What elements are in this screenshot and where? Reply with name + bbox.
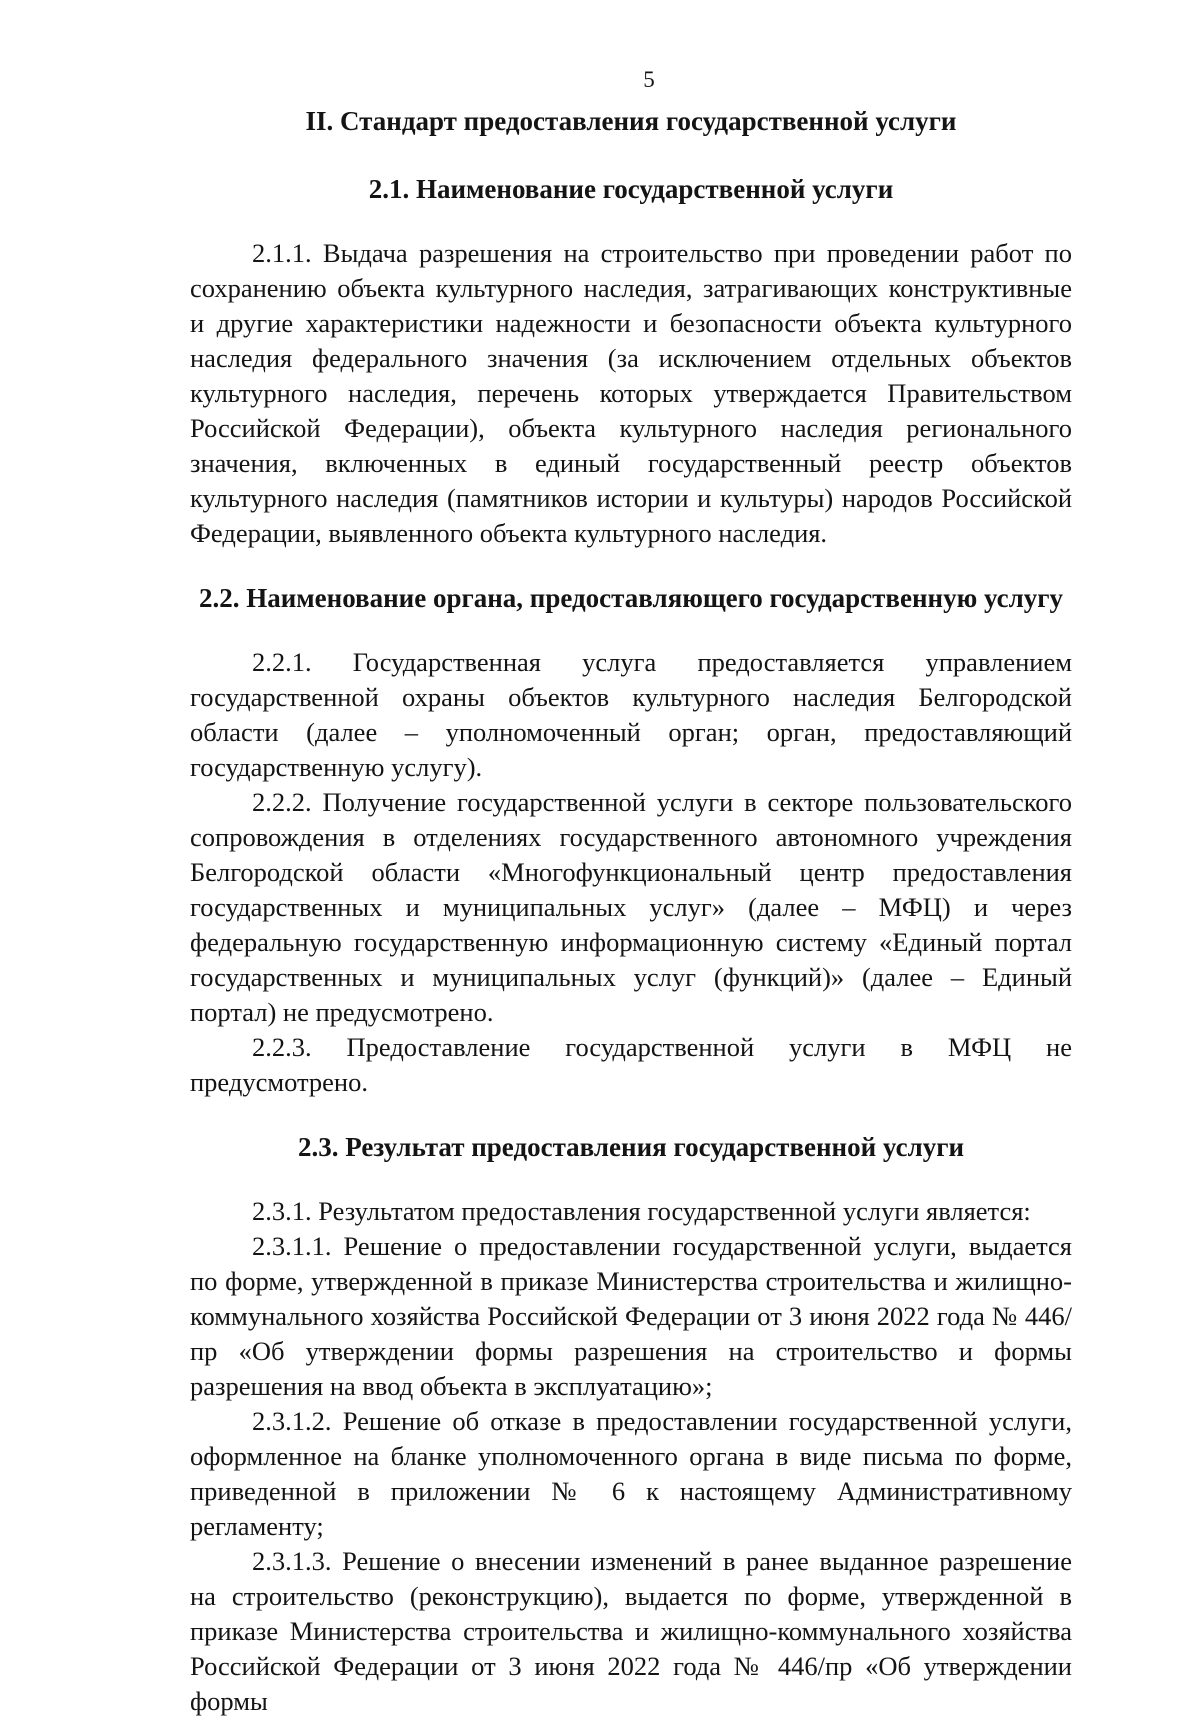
section-2-1 — [190, 172, 1072, 551]
section-2-2 — [190, 581, 1072, 1100]
section-heading: 2.3. Результат предоставления государственной услуги — [297, 1132, 965, 1162]
paragraph: 2.2.1. Государственная услуга предоставляется управлением государственной охраны объектов культурного наследия Белгородской области (далее – уполномоченный орган; орган, предоставляющий государственную услугу). — [190, 647, 1072, 782]
section-heading: 2.2. Наименование органа, предоставляющего государственную услугу — [198, 583, 1064, 613]
paragraph: 2.3.1.1. Решение о предоставлении государственной услуги, выдается по форме, утвержденной в приказе Министерства строительства и жилищно-коммунального хозяйства Российской Федерации от 3 июня 2022 года № 446/пр «Об утверждении формы разрешения на строительство и формы разрешения на ввод объекта в эксплуатацию»; — [190, 1231, 1072, 1401]
section-2-3 — [190, 1130, 1072, 1719]
paragraph: 2.3.1.2. Решение об отказе в предоставлении государственной услуги, оформленное на бланке уполномоченного органа в виде письма по форме, приведенной в приложении № 6 к настоящему Административному регламенту; — [190, 1406, 1072, 1541]
paragraph: 2.2.2. Получение государственной услуги в секторе пользовательского сопровождения в отделениях государственного автономного учреждения Белгородской области «Многофункциональный центр предоставления государственных и муниципальных услуг» (далее – МФЦ) и через федеральную государственную информационную систему «Единый портал государственных и муниципальных услуг (функций)» (далее – Единый портал) не предусмотрено. — [190, 787, 1072, 1027]
paragraph: 2.3.1.3. Решение о внесении изменений в ранее выданное разрешение на строительство (реконструкцию), выдается по форме, утвержденной в приказе Министерства строительства и жилищно-коммунального хозяйства Российской Федерации от 3 июня 2022 года № 446/пр «Об утверждении формы — [190, 1546, 1072, 1716]
paragraph: 2.3.1. Результатом предоставления государственной услуги является: — [252, 1196, 1031, 1226]
paragraph: 2.2.3. Предоставление государственной услуги в МФЦ не предусмотрено. — [190, 1032, 1072, 1097]
section-heading: 2.1. Наименование государственной услуги — [368, 174, 894, 204]
part-title: II. Стандарт предоставления государственной услуги — [305, 106, 957, 136]
page-number: 5 — [643, 67, 655, 92]
paragraph: 2.1.1. Выдача разрешения на строительство при проведении работ по сохранению объекта культурного наследия, затрагивающих конструктивные и другие характеристики надежности и безопасности объекта культурного наследия федерального значения (за исключением отдельных объектов культурного наследия, перечень которых утверждается Правительством Российской Федерации), объекта культурного наследия регионального значения, включенных в единый государственный реестр объектов культурного наследия (памятников истории и культуры) народов Российской Федерации, выявленного объекта культурного наследия. — [190, 238, 1072, 548]
